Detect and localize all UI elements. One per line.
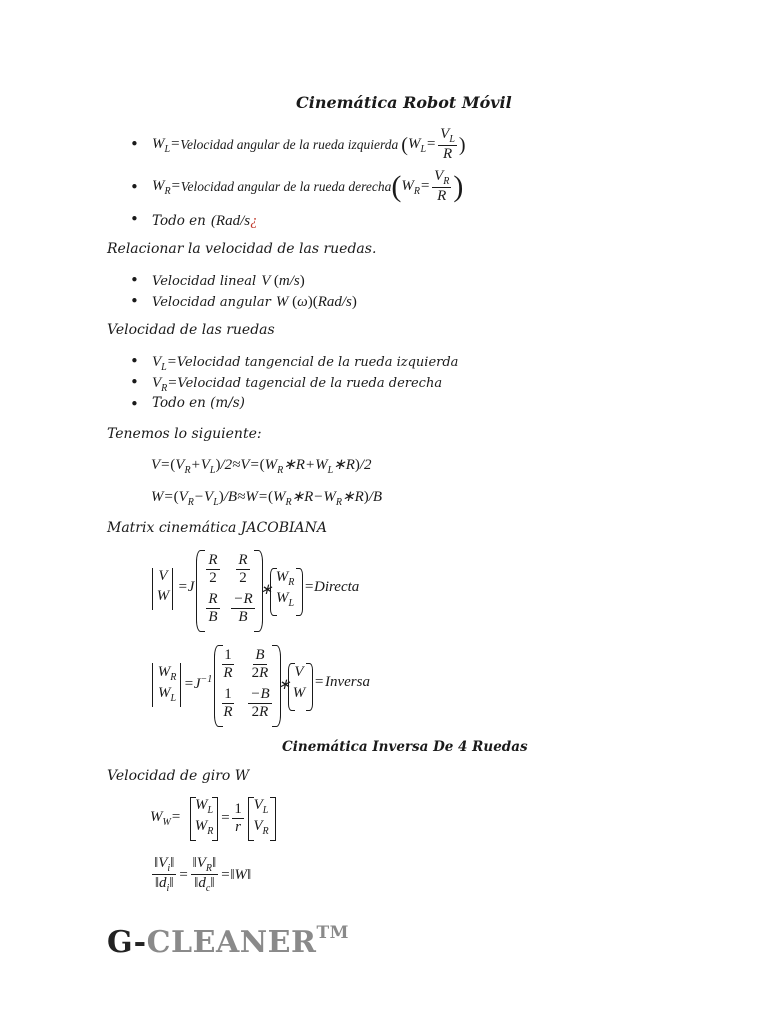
- directa-label: Directa: [314, 579, 360, 595]
- abs-bar: [180, 663, 181, 707]
- logo-tm: TM: [316, 923, 349, 943]
- abs-bar: [152, 663, 153, 707]
- rad-mark: ¿: [250, 213, 258, 229]
- wl-label: Velocidad angular de la rueda izquierda: [180, 137, 399, 152]
- todo-ms-text: Todo en (m/s): [152, 395, 245, 411]
- vl-definition: $V_L=Velocidad$ tangencial de la rueda izquierda: [152, 354, 459, 373]
- matrix-heading: Matrix cinemática JACOBIANA: [107, 520, 328, 536]
- vr-label: Velocidad tagencial de la rueda derecha: [177, 376, 443, 391]
- norm-equation: $\frac{‖V_i‖}{‖d_i‖}$ = $\frac{‖V_R‖}{‖d_c‖}$ =‖W‖: [154, 855, 252, 895]
- vl-label: Velocidad tangencial de la rueda izquierda: [176, 355, 459, 370]
- wr-definition: $W_R=$ Velocidad angular de la rueda derecha ( $W_R=$ $\frac{V_R}{R}$ ): [152, 168, 464, 205]
- relacionar-item-label: Velocidad lineal: [152, 274, 257, 289]
- inversa-label: Inversa: [325, 674, 370, 690]
- giro-heading: Velocidad de giro W: [107, 768, 250, 784]
- bullet-icon: •: [130, 292, 139, 310]
- g-cleaner-logo: [107, 925, 349, 960]
- page-title: Cinemática Robot Móvil: [296, 93, 512, 112]
- todo-rad-text: Todo en: [152, 213, 206, 229]
- bracket: [270, 797, 276, 841]
- direct-kinematics-equation: V W =J $\frac{R}{2}$ $\frac{R}{2}$ $\frac{R}{B}$ $\frac{-R}{B}$ ∗ $W_R$ $W_L$ = Directa: [150, 548, 410, 632]
- bullet-icon: •: [130, 352, 139, 370]
- wr-label: Velocidad angular de la rueda derecha: [180, 179, 392, 194]
- relacionar-heading: Relacionar la velocidad de las ruedas.: [107, 241, 377, 257]
- bullet-icon: •: [130, 395, 139, 413]
- logo-g: G-: [107, 925, 147, 960]
- bullet-icon: •: [130, 373, 139, 391]
- bullet-icon: •: [130, 135, 139, 153]
- rad-unit: (Rad/s: [210, 213, 251, 229]
- equation-v: $V=(V_R+V_L)/2\approx V=(W_R∗R+W_L∗R)/2$: [151, 457, 372, 476]
- abs-bar: [152, 568, 153, 610]
- bullet-icon: •: [130, 178, 139, 196]
- vr-definition: $V_R=Velocidad$ tagencial de la rueda derecha: [152, 375, 443, 394]
- inverse-kinematics-equation: $W_R$ $W_L$ $=J^{-1}$ $\frac{1}{R}$ $\frac{B}{2R}$ $\frac{1}{R}$ $\frac{-B}{2R}$ ∗ V W = Inversa: [150, 643, 410, 727]
- inversa-4-title: Cinemática Inversa De 4 Ruedas: [282, 739, 528, 755]
- equation-w: $W=(V_R-V_L)/B\approx W=(W_R∗R-W_R∗R)/B$: [151, 489, 383, 508]
- wl-definition: $W_L=$ Velocidad angular de la rueda izquierda ( $W_L=$ $\frac{V_L}{R}$ ): [152, 126, 466, 163]
- relacionar-item-label: Velocidad angular: [152, 295, 271, 310]
- ww-equation: $W_W=$ $W_L$ $W_R$ = $\frac{1}{r}$ $V_L$ $V_R$: [150, 795, 290, 843]
- bullet-icon: •: [130, 210, 139, 228]
- relacionar-item-angular: Velocidad angular W (ω)(Rad/s): [152, 294, 357, 310]
- logo-rest: CLEANER: [146, 925, 317, 960]
- todo-rad-line: [152, 210, 258, 230]
- relacionar-item-lineal: Velocidad lineal V (m/s): [152, 273, 305, 289]
- tenemos-heading: Tenemos lo siguiente:: [107, 426, 262, 442]
- bullet-icon: •: [130, 271, 139, 289]
- abs-bar: [172, 568, 173, 610]
- velocidad-ruedas-heading: Velocidad de las ruedas: [107, 322, 275, 338]
